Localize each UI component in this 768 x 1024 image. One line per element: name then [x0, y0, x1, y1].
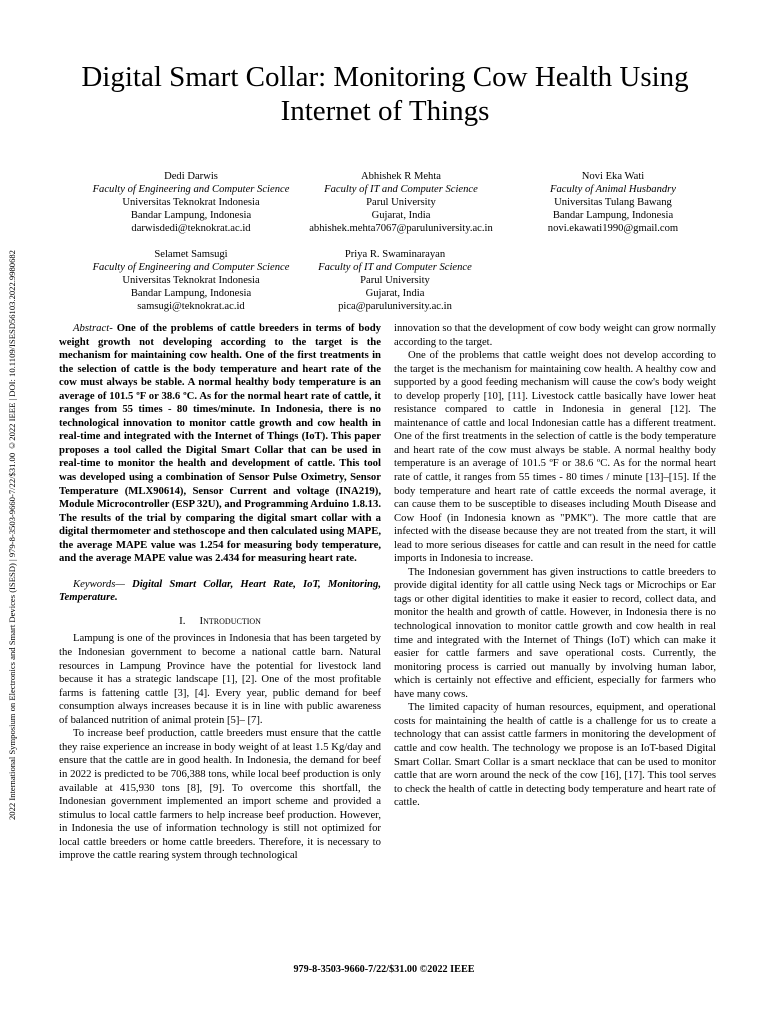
author-block-4: [76, 248, 306, 313]
author-location: Gujarat, India: [365, 288, 425, 299]
author-block-2: [286, 170, 516, 235]
author-institution: Parul University: [360, 275, 430, 286]
author-name: Selamet Samsugi: [154, 249, 228, 260]
author-location: Bandar Lampung, Indonesia: [552, 210, 674, 221]
author-affiliation: Faculty of IT and Computer Science: [324, 184, 478, 195]
body-paragraph: One of the problems that cattle weight does not develop according to the target is the mechanism for maintaining cow health. A healthy cow and supported by a good feeding mechanism will cause the cow's body weight to develop properly [10], [11]. Livestock cattle basically have lower heat resistance compared to cattle in Indonesia in general [12]. The maintenance of cattle and local Indonesian cattle has a different treatment. One of the first treatments in the selection of cattle is the body temperature and heart rate of the cow must always be stable. A normal healthy body temperature is an average of 101.5 ºF or 38.6 ºC. As for the normal heart rate of cattle, it ranges from 55 times - 80 times / minute [13]–[15]. If the body temperature and heart rate of cattle exceeds the normal average, it can cause them to be susceptible to diseases including Mouth Disease and Cow Hoof (in Indonesia known as "PMK"). The more cattle that are infected with the disease because they are not treated from the start, it will lead to more serious diseases for cattle and can result in the need for cattle imports in Indonesia to increase.: [394, 349, 716, 565]
author-affiliation: Faculty of IT and Computer Science: [318, 262, 472, 273]
author-name: Novi Eka Wati: [581, 171, 645, 182]
abstract-paragraph: [59, 322, 381, 566]
author-email: pica@paruluniversity.ac.in: [338, 301, 452, 312]
author-location: Bandar Lampung, Indonesia: [130, 210, 252, 221]
author-block-5: [280, 248, 510, 313]
paper-title: Digital Smart Collar: Monitoring Cow Health Using Internet of Things: [81, 61, 689, 127]
author-location: Gujarat, India: [371, 210, 431, 221]
section-number: I.: [179, 614, 186, 627]
section-heading: [59, 615, 381, 629]
body-paragraph: To increase beef production, cattle breeders must ensure that the cattle they raise experience an increase in body weight of at least 1.5 Kg/day and ensure that the cattle are in good health. In Indonesia, the demand for beef in 2022 is predicted to be 706,388 tons, while local beef production is only available at 415,930 tons [8], [9]. To overcome this shortfall, the Indonesian government implemented an import scheme and provided a stimulus to local cattle farmers to help increase beef production. However, in Indonesia the use of information technology is still not optimized for local cattle breeders or home cattle breeders. Therefore, it is necessary to improve the cattle rearing system through technological: [59, 727, 381, 862]
author-institution: Universitas Teknokrat Indonesia: [122, 275, 260, 286]
section-title: Introduction: [199, 614, 261, 627]
keywords-lead: Keywords—: [73, 577, 125, 590]
author-location: Bandar Lampung, Indonesia: [130, 288, 252, 299]
author-institution: Universitas Tulang Bawang: [554, 197, 672, 208]
abstract-lead: Abstract-: [73, 322, 113, 334]
left-column: [59, 322, 381, 863]
body-paragraph: The Indonesian government has given instructions to cattle breeders to provide digital identity for all cattle using Neck tags or Microchips or Ear tags or other digital identities to make it easier to record, collect data, and monitor the health and growth of cattle. However, in Indonesia there is no technological innovation to monitor cattle growth and cow health in real time and integrated with the Internet of Things (IoT) which can make it easier for cattle farmers and save operational costs. Currently, the monitoring process is carried out manually by involving human labor, which is certainly not effective and efficient, especially for farmers who have many cows.: [394, 565, 716, 700]
side-citation-note: 2022 International Symposium on Electronics and Smart Devices (ISESD) | 979-8-3503-9660-7/22/$31.00 ©2022 IEEE | DOI: 10.1109/ISESD56103.2022.9980682: [7, 250, 17, 820]
author-email: abhishek.mehta7067@paruluniversity.ac.in: [309, 223, 493, 234]
author-name: Dedi Darwis: [164, 171, 218, 182]
author-institution: Parul University: [366, 197, 436, 208]
author-name: Abhishek R Mehta: [360, 171, 442, 182]
body-paragraph: innovation so that the development of cow body weight can grow normally according to the target.: [394, 322, 716, 348]
author-email: darwisdedi@teknokrat.ac.id: [131, 223, 251, 234]
author-block-3: [498, 170, 728, 235]
right-column: [394, 322, 716, 810]
author-block-1: [76, 170, 306, 235]
author-name: Priya R. Swaminarayan: [344, 249, 446, 260]
author-affiliation: Faculty of Engineering and Computer Science: [92, 262, 290, 273]
body-paragraph: The limited capacity of human resources, equipment, and operational costs for maintaining the health of cattle is a challenge for us to create a technology that can assist cattle farmers in monitoring the development of cattle and cow health. The technology we propose is an IoT-based Digital Smart Collar. Smart Collar is a smart necklace that can be used to monitor cattle that are worn around the neck of the cow [16], [17]. This tool serves to check the health of cattle in detecting body temperature and heart rate of cattle.: [394, 701, 716, 809]
author-institution: Universitas Teknokrat Indonesia: [122, 197, 260, 208]
abstract-text: One of the problems of cattle breeders in terms of body weight growth not developing according to the target is the mechanism for maintaining cow health. One of the first treatments in the selection of cattle is the body temperature and heart rate of the cow must always be stable. A normal healthy body temperature is an average of 101.5 ºF or 38.6 ºC. As for the normal heart rate of cattle, it ranges from 55 times - 80 times/minute. In Indonesia, there is no technological innovation to monitor cattle growth and cow health in real-time and integrated with the Internet of Things (IoT). This paper proposes a tool called the Digital Smart Collar that can be used in real-time to monitor the health and development of cattle. This tool was developed using a combination of Sensor Pulse Oximetry, Sensor Temperature (MLX90614), Sensor Current and voltage (INA219), Module Microcontroller (ESP 32U), and Programming Arduino 1.8.13. The results of the trial by comparing the digital smart collar with a digital thermometer and stethoscope and then calculated using MAPE, the average MAPE value was 1.254 for measuring body temperature, and the average MAPE value was 2.434 for measuring heart rate.: [59, 322, 381, 565]
body-paragraph: Lampung is one of the provinces in Indonesia that has been targeted by the Indonesian government to become a national cattle barn. Natural resources in Lampung Province have the potential for livestock land because it has a strategic landscape [1], [2]. One of the most profitable farms is fattening cattle [3], [4]. Every year, public demand for beef consumption always increases because it is in line with public awareness of balanced nutrition of animal protein [5]– [7].: [59, 632, 381, 726]
author-affiliation: Faculty of Animal Husbandry: [549, 184, 677, 195]
page-footer-copyright: 979-8-3503-9660-7/22/$31.00 ©2022 IEEE: [293, 964, 475, 975]
keywords-paragraph: [59, 578, 381, 605]
author-affiliation: Faculty of Engineering and Computer Science: [92, 184, 290, 195]
author-email: novi.ekawati1990@gmail.com: [547, 223, 679, 234]
keywords-text: Digital Smart Collar, Heart Rate, IoT, Monitoring, Temperature.: [59, 577, 381, 604]
author-email: samsugi@teknokrat.ac.id: [137, 301, 245, 312]
